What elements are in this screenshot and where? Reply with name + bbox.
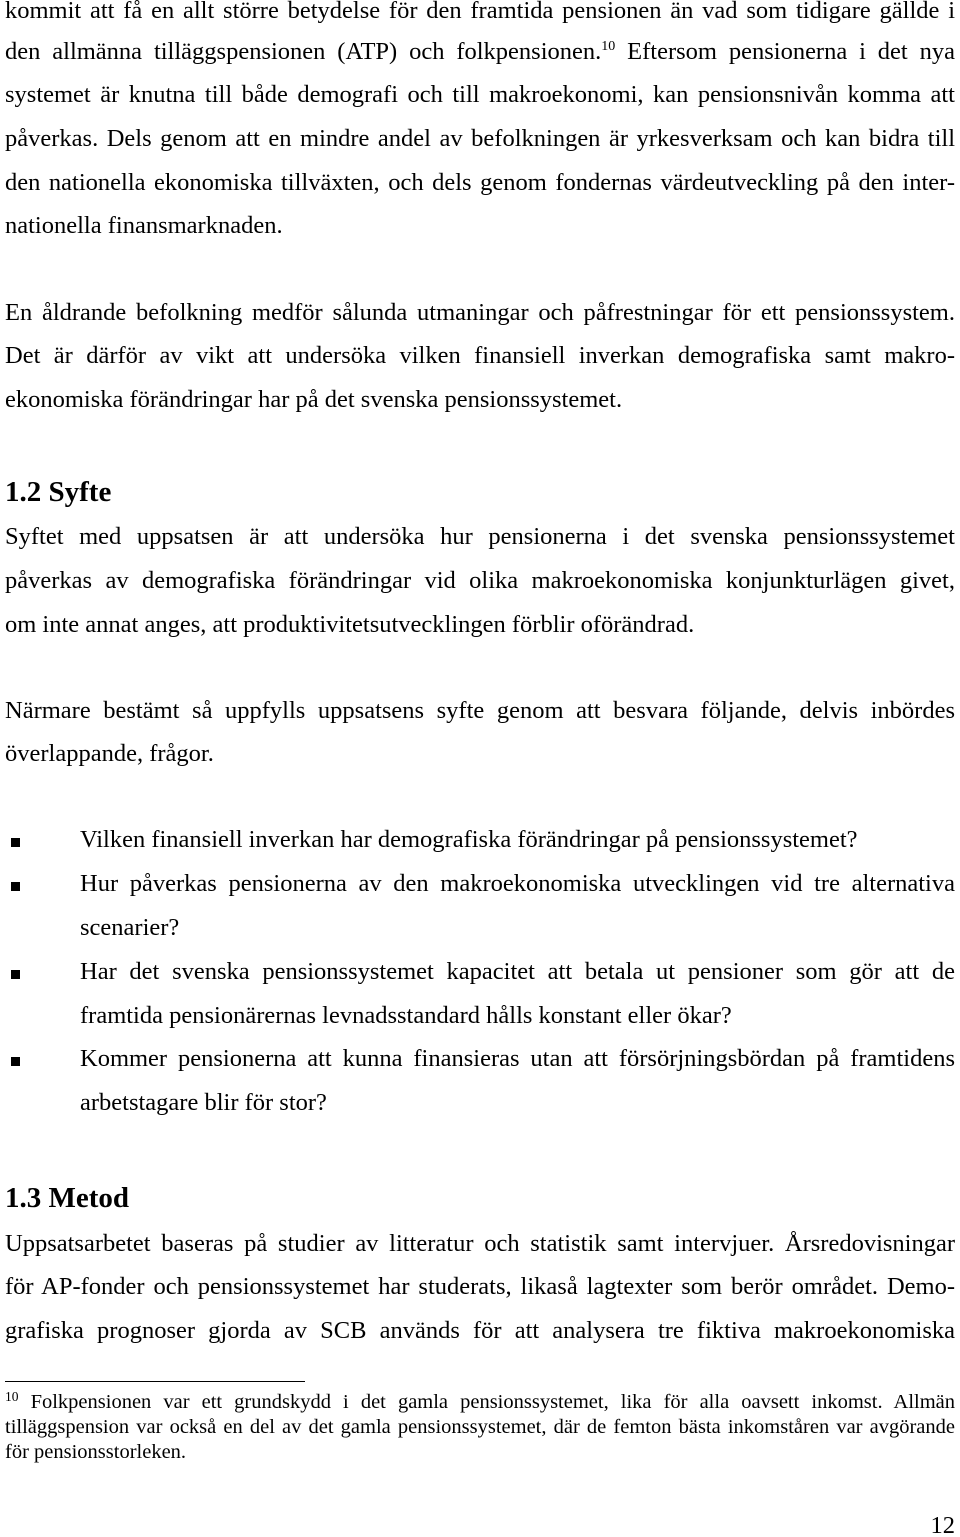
footnote-reference: 10 bbox=[601, 39, 616, 54]
body-text-line: Uppsatsarbetet baseras på studier av litteratur och statistik samt intervjuer. Årsredovisningar bbox=[5, 1230, 955, 1257]
footnote-line: för pensionsstorleken. bbox=[5, 1441, 187, 1463]
bullet-square-icon bbox=[11, 882, 20, 891]
list-item-line: arbetstagare blir för stor? bbox=[80, 1089, 327, 1116]
body-text-segment: den allmänna tilläggspensionen (ATP) och folkpensionen. bbox=[5, 38, 602, 65]
body-text-line: Syftet med uppsatsen är att undersöka hur pensionerna i det svenska pensionssystemet bbox=[5, 523, 955, 550]
footnote-text: Folkpensionen var ett grundskydd i det gamla pensionssystemet, lika för alla oavsett inkomst. Allmän bbox=[30, 1391, 955, 1413]
body-text-line: för AP-fonder och pensionssystemet har studerats, likaså lagtexter som berör området. Demo- bbox=[5, 1273, 955, 1300]
bullet-square-icon bbox=[11, 970, 20, 979]
body-text-line: påverkas av demografiska förändringar vid olika makroekonomiska konjunkturlägen givet, bbox=[5, 567, 955, 594]
list-item-line: Har det svenska pensionssystemet kapacitet att betala ut pensioner som gör att de bbox=[80, 958, 955, 985]
body-text-line: En åldrande befolkning medför sålunda utmaningar och påfrestningar för ett pensionssystem. bbox=[5, 299, 955, 326]
body-text-line: grafiska prognoser gjorda av SCB används för att analysera tre fiktiva makroekonomiska bbox=[5, 1317, 955, 1344]
bullet-square-icon bbox=[11, 1057, 20, 1066]
section-heading: 1.3 Metod bbox=[5, 1182, 130, 1214]
body-text-line: Det är därför av vikt att undersöka vilken finansiell inverkan demografiska samt makro- bbox=[5, 342, 955, 369]
body-text-line: systemet är knutna till både demografi och till makroekonomi, kan pensionsnivån komma att bbox=[5, 81, 955, 108]
list-item-line: framtida pensionärernas levnadsstandard hålls konstant eller ökar? bbox=[80, 1002, 732, 1029]
list-item-line: scenarier? bbox=[80, 914, 180, 941]
body-text-line: ekonomiska förändringar har på det svenska pensionssystemet. bbox=[5, 386, 623, 413]
footnote-line bbox=[5, 1390, 955, 1415]
list-item-line: Kommer pensionerna att kunna finansieras utan att försörjningsbördan på framtidens bbox=[80, 1045, 955, 1072]
body-text-line bbox=[5, 30, 955, 74]
list-item-line: Vilken finansiell inverkan har demografiska förändringar på pensionssystemet? bbox=[80, 826, 858, 853]
section-heading: 1.2 Syfte bbox=[5, 476, 112, 508]
body-text-line: Närmare bestämt så uppfylls uppsatsens syfte genom att besvara följande, delvis inbördes bbox=[5, 697, 955, 724]
body-text-line: om inte annat anges, att produktivitetsutvecklingen förblir oförändrad. bbox=[5, 611, 695, 638]
footnote-separator bbox=[5, 1381, 305, 1382]
bullet-square-icon bbox=[11, 838, 20, 847]
footnote-number: 10 bbox=[5, 1389, 19, 1404]
body-text-line: påverkas. Dels genom att en mindre andel av befolkningen är yrkesverksam och kan bidra till bbox=[5, 125, 955, 152]
footnote-line: tilläggspension var också en del av det gamla pensionssystemet, där de femton bästa inkomståren var avgörande bbox=[5, 1416, 955, 1438]
body-text-line: nationella finansmarknaden. bbox=[5, 212, 283, 239]
body-text-line: den nationella ekonomiska tillväxten, och dels genom fondernas värdeutveckling på den inter- bbox=[5, 169, 955, 196]
body-text-line: överlappande, frågor. bbox=[5, 740, 214, 767]
list-item-line: Hur påverkas pensionerna av den makroekonomiska utvecklingen vid tre alternativa bbox=[80, 870, 955, 897]
body-text-segment: Eftersom pensionerna i det nya bbox=[627, 38, 955, 65]
body-text-line: kommit att få en allt större betydelse för den framtida pensionen än vad som tidigare gällde i bbox=[5, 0, 955, 24]
page-number: 12 bbox=[930, 1512, 955, 1537]
